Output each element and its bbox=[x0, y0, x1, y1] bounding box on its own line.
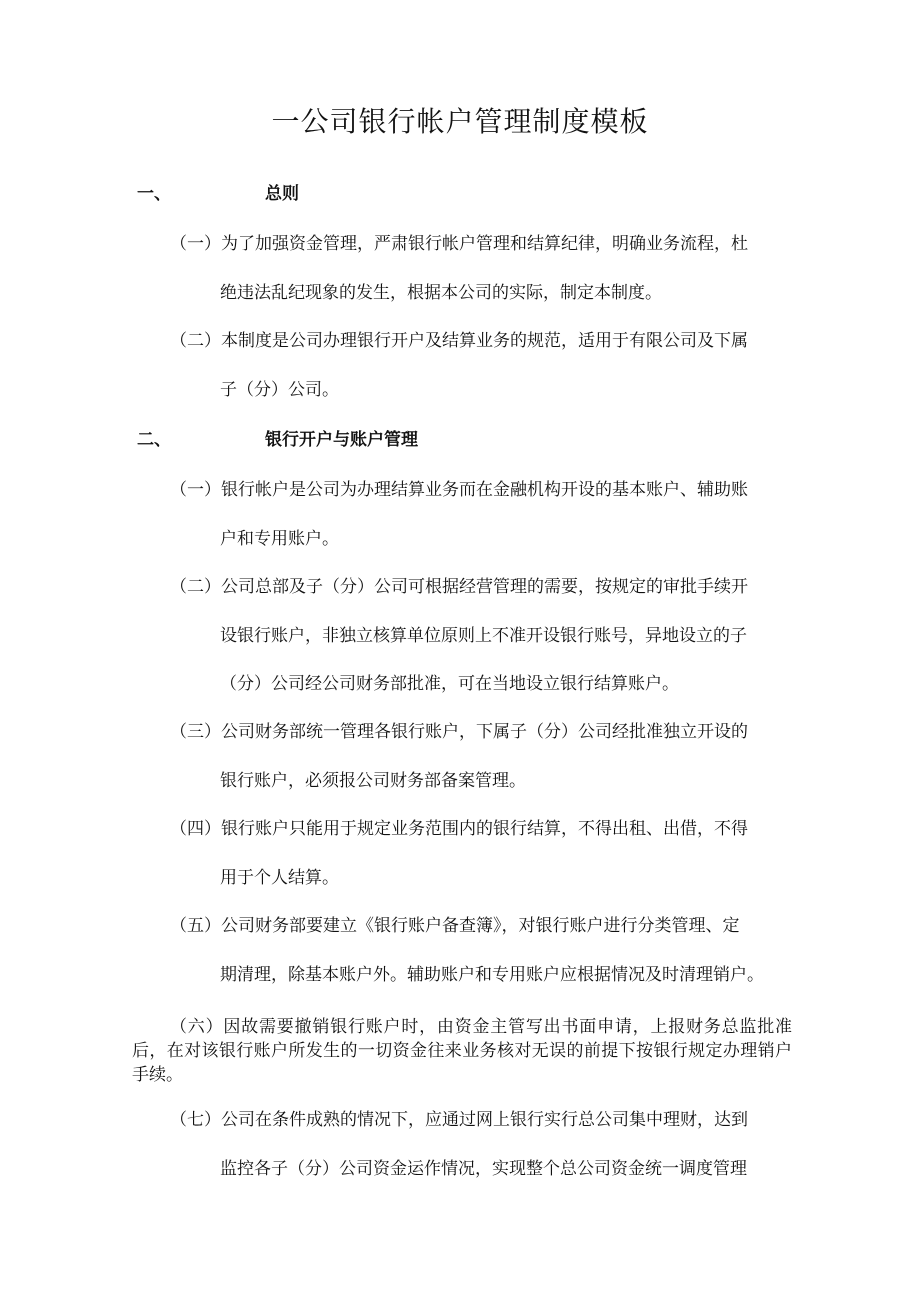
clause-label: （三） bbox=[170, 722, 221, 742]
clause-1-2-line-2: 子（分）公司。 bbox=[220, 380, 339, 400]
clause-2-1-line-1: （一）银行帐户是公司为办理结算业务而在金融机构开设的基本账户、辅助账 bbox=[170, 480, 748, 500]
clause-label: （七） bbox=[170, 1110, 221, 1130]
clause-label: （一） bbox=[170, 234, 221, 254]
section-number: 二、 bbox=[137, 430, 171, 450]
clause-label: （一） bbox=[170, 480, 221, 500]
clause-2-5-line-1: （五）公司财务部要建立《银行账户备查簿》，对银行账户进行分类管理、定 bbox=[170, 916, 740, 936]
clause-1-1-line-2: 绝违法乱纪现象的发生，根据本公司的实际，制定本制度。 bbox=[220, 283, 662, 303]
clause-1-2-line-1: （二）本制度是公司办理银行开户及结算业务的规范，适用于有限公司及下属 bbox=[170, 331, 748, 351]
clause-2-7-line-1: （七）公司在条件成熟的情况下，应通过网上银行实行总公司集中理财，达到 bbox=[170, 1110, 748, 1130]
clause-2-1-line-2: 户和专用账户。 bbox=[220, 529, 339, 549]
clause-label: （二） bbox=[170, 577, 221, 597]
clause-2-7-line-2: 监控各子（分）公司资金运作情况，实现整个总公司资金统一调度管理 bbox=[220, 1159, 747, 1179]
section-title: 银行开户与账户管理 bbox=[265, 430, 418, 450]
clause-2-4-line-2: 用于个人结算。 bbox=[220, 868, 339, 888]
clause-2-5-line-2: 期清理，除基本账户外。辅助账户和专用账户应根据情况及时清理销户。 bbox=[220, 965, 764, 985]
document-title: 一公司银行帐户管理制度模板 bbox=[271, 105, 649, 138]
clause-2-3-line-1: （三）公司财务部统一管理各银行账户，下属子（分）公司经批准独立开设的 bbox=[170, 722, 748, 742]
clause-2-6-paragraph: （六）因故需要撤销银行账户时，由资金主管写出书面申请，上报财务总监批准后，在对该银行账户所发生的一切资金往来业务核对无误的前提下按银行规定办理销户手续。 bbox=[132, 1017, 793, 1085]
clause-label: （二） bbox=[170, 331, 221, 351]
section-title: 总则 bbox=[265, 184, 299, 204]
clause-2-2-line-3: （分）公司经公司财务部批准，可在当地设立银行结算账户。 bbox=[220, 674, 679, 694]
clause-label: （五） bbox=[170, 916, 221, 936]
clause-2-4-line-1: （四）银行账户只能用于规定业务范围内的银行结算，不得出租、出借，不得 bbox=[170, 819, 748, 839]
clause-label: （四） bbox=[170, 819, 221, 839]
section-number: 一、 bbox=[137, 184, 171, 204]
clause-2-2-line-2: 设银行账户，非独立核算单位原则上不准开设银行账号，异地设立的子 bbox=[220, 626, 747, 646]
clause-2-3-line-2: 银行账户，必须报公司财务部备案管理。 bbox=[220, 771, 526, 791]
clause-label: （六） bbox=[170, 1017, 224, 1037]
clause-1-1-line-1: （一）为了加强资金管理，严肃银行帐户管理和结算纪律，明确业务流程，杜 bbox=[170, 234, 748, 254]
clause-2-2-line-1: （二）公司总部及子（分）公司可根据经营管理的需要，按规定的审批手续开 bbox=[170, 577, 748, 597]
